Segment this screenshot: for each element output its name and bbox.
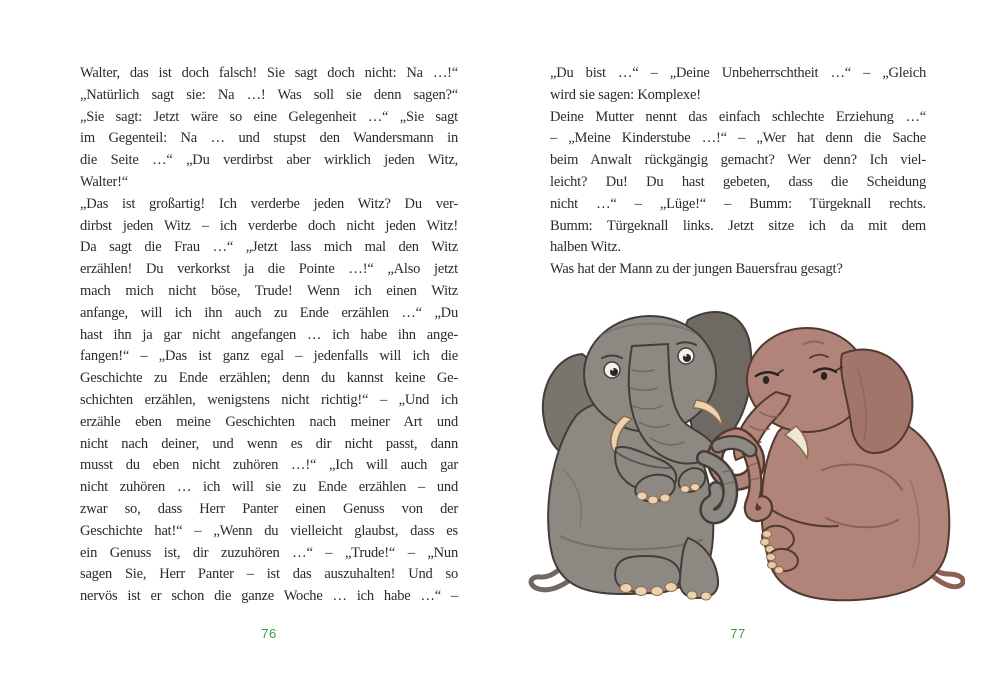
- pink-elephant: [734, 328, 963, 600]
- text-line: anfange, will ich ihn auch zu Ende erzählen …“ „Du: [80, 304, 458, 321]
- right-page-text: [550, 63, 926, 281]
- trunk-knot: [704, 436, 766, 517]
- text-line: – „Meine Kinderstube …!“ – „Wer hat denn die Sache: [550, 130, 926, 147]
- text-line: nicht nach deiner, und wenn es dir nicht passt, dann: [80, 435, 458, 452]
- text-line: zwar so, dass Herr Panter einen Genuss von der: [80, 500, 458, 517]
- text-line: sagen Sie, Herr Panter – ist das auszuhalten! Und so: [80, 566, 458, 583]
- left-page-text: [80, 63, 458, 608]
- text-line: Walter!“: [80, 173, 128, 190]
- text-line: fangen!“ – „Das ist ganz egal – jedenfalls will ich die: [80, 348, 458, 365]
- text-line: Geschichte hat!“ – „Wenn du vielleicht glaubst, dass es: [80, 522, 458, 539]
- text-line: wird sie sagen: Komplexe!: [550, 86, 701, 103]
- text-line: im Gegenteil: Na … und stupst den Wandersmann in: [80, 130, 458, 147]
- text-line: erzähle eben meine Geschichten nach meiner Art und: [80, 413, 458, 430]
- text-line: „Das ist großartig! Ich verderbe jeden Witz? Du ver-: [80, 195, 458, 212]
- text-line: erzählen! Du verkorkst ja die Pointe …!“ „Also jetzt: [80, 261, 458, 278]
- text-line: schichten erzählen, wenigstens nicht richtig!“ – „Und ich: [80, 391, 458, 408]
- text-line: „Sie sagt: Jetzt wäre so eine Gelegenheit …“ „Sie sagt: [80, 108, 458, 125]
- text-line: Walter, das ist doch falsch! Sie sagt doch nicht: Na …!“: [80, 65, 458, 81]
- text-line: hast ihn ja gar nicht angefangen … ich habe ihn ange-: [80, 326, 458, 343]
- text-line: ein Genuss ist, dir zuzuhören …“ – „Trude!“ – „Nun: [80, 544, 458, 561]
- text-line: nicht …“ – „Lüge!“ – Bumm: Türgeknall rechts.: [550, 195, 926, 212]
- text-line: die Seite …“ „Du verdirbst aber wirklich jeden Witz,: [80, 152, 458, 169]
- text-line: „Natürlich sagt sie: Na …! Was soll sie denn sagen?“: [80, 86, 458, 103]
- text-line: Deine Mutter nennt das einfach schlechte Erziehung …“: [550, 108, 926, 125]
- text-line: dirbst jeden Witz – ich verderbe doch nicht jeden Witz!: [80, 217, 458, 234]
- right-page-number: 77: [730, 626, 746, 641]
- text-line: Was hat der Mann zu der jungen Bauersfrau gesagt?: [550, 261, 843, 278]
- text-line: Geschichte zu Ende erzählen; denn du kannst keine Ge-: [80, 370, 458, 387]
- text-line: nicht zuhören … ich will sie zu Ende erzählen – und: [80, 479, 458, 496]
- left-page-number: 76: [261, 626, 277, 641]
- text-line: nervös ist er schon die ganze Woche … ich habe …“ –: [80, 588, 458, 605]
- text-line: halben Witz.: [550, 239, 621, 256]
- text-line: „Du bist …“ – „Deine Unbeherrschtheit …“ – „Gleich: [550, 65, 926, 81]
- text-line: Bumm: Türgeknall links. Jetzt sitze ich da mit dem: [550, 217, 926, 234]
- text-line: Da sagt die Frau …“ „Jetzt lass mich mal den Witz: [80, 239, 458, 256]
- elephants-illustration: [520, 300, 965, 618]
- text-line: leicht? Du! Du hast gebeten, dass die Scheidung: [550, 173, 926, 190]
- text-line: beim Anwalt rückgängig gemacht? Wer denn? Ich viel-: [550, 152, 926, 169]
- text-line: musst du eben nicht zuhören …!“ „Ich will auch gar: [80, 457, 458, 474]
- text-line: mach mich nicht böse, Trude! Wenn ich einen Witz: [80, 282, 458, 299]
